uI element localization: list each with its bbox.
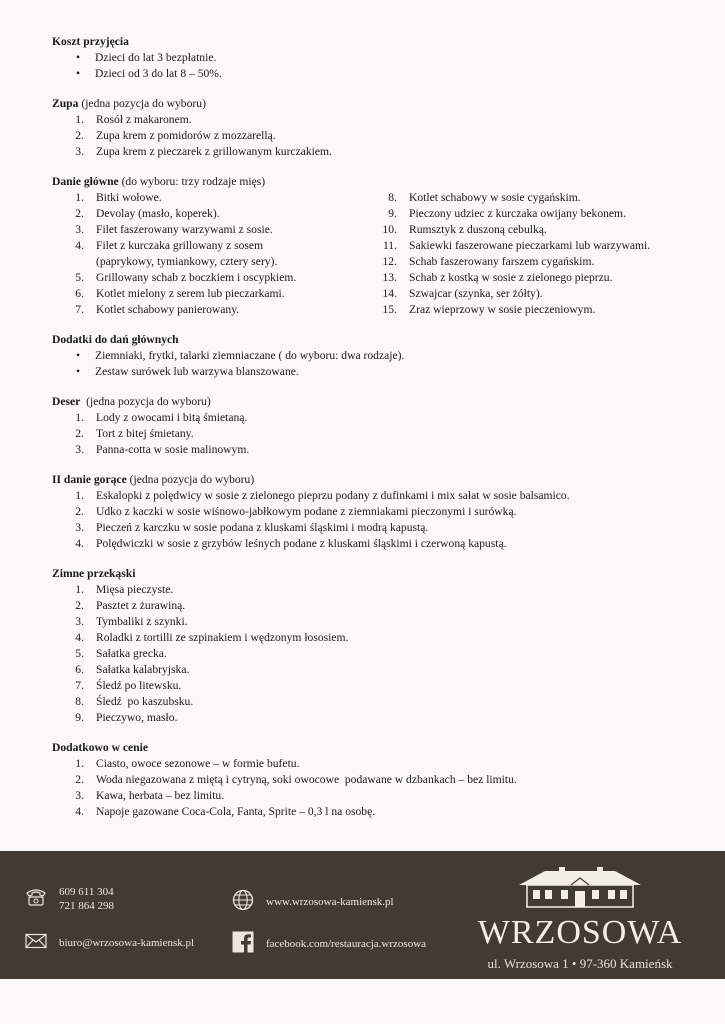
website-link[interactable]: www.wrzosowa-kamiensk.pl	[266, 896, 394, 908]
menu-document	[52, 34, 692, 834]
list-item: 8. Kotlet schabowy w sosie cygańskim.	[388, 191, 581, 204]
numbered-list	[52, 488, 692, 552]
list-item: 4. Polędwiczki w sosie z grzybów leśnych podane z kluskami śląskimi i czerwoną kapustą.	[75, 537, 507, 550]
mail-icon	[25, 933, 47, 953]
list-item: • Dzieci do lat 3 bezpłatnie.	[52, 50, 692, 66]
list-item: 2. Woda niegazowana z miętą i cytryną, soki owocowe podawane w dzbankach – bez limitu.	[75, 773, 517, 786]
brand-name: WRZOSOWA	[477, 914, 683, 951]
section-danie-glowne	[52, 174, 692, 318]
brand-block	[474, 867, 686, 972]
list-item: 13. Schab z kostką w sosie z zielonego pieprzu.	[382, 271, 613, 284]
two-column-list	[52, 190, 692, 318]
page-bottom-margin	[0, 979, 725, 1024]
brand-address: ul. Wrzosowa 1 • 97-360 Kamieńsk	[487, 956, 673, 971]
section-title: II danie gorące	[52, 473, 127, 486]
phone-icon	[25, 888, 47, 910]
list-item: • Ziemniaki, frytki, talarki ziemniaczane ( do wyboru: dwa rodzaje).	[52, 348, 692, 364]
section-zimne	[52, 566, 692, 726]
phone-number-2[interactable]: 721 864 298	[59, 900, 114, 912]
facebook-link[interactable]: facebook.com/restauracja.wrzosowa	[266, 938, 427, 950]
house-logo-icon	[515, 896, 645, 913]
list-item: (paprykowy, tymiankowy, cztery sery).	[96, 255, 278, 268]
list-item: 9. Pieczywo, masło.	[75, 711, 178, 724]
section-title: Dodatki do dań głównych	[52, 333, 179, 346]
list-item: 8. Śledź po kaszubsku.	[75, 695, 194, 708]
list-item: 11. Sakiewki faszerowane pieczarkami lub warzywami.	[382, 239, 651, 252]
list-item: 2. Pasztet z żurawiną.	[75, 599, 186, 612]
list-item: 1. Ciasto, owoce sezonowe – w formie bufetu.	[75, 757, 300, 770]
list-item: 12. Schab faszerowany farszem cygańskim.	[382, 255, 595, 268]
list-item: 3. Pieczeń z karczku w sosie podana z kluskami śląskimi i modrą kapustą.	[75, 521, 429, 534]
list-item: 1. Eskalopki z polędwicy w sosie z zielonego pieprzu podany z dufinkami i mix sałat w sosie balsamico.	[75, 489, 570, 502]
list-item: 2. Zupa krem z pomidorów z mozzarellą.	[75, 129, 276, 142]
list-item: 14. Szwajcar (szynka, ser żółty).	[382, 287, 543, 300]
section-dodatkowo	[52, 740, 692, 820]
list-item: 3. Panna-cotta w sosie malinowym.	[75, 443, 250, 456]
footer-bar	[0, 851, 725, 979]
section-note: (jedna pozycja do wyboru)	[78, 97, 206, 110]
numbered-list	[52, 410, 692, 458]
list-item: 6. Kotlet mielony z serem lub pieczarkami.	[75, 287, 285, 300]
footer-phone[interactable]	[25, 885, 114, 913]
section-deser	[52, 394, 692, 458]
section-title: Zupa	[52, 97, 79, 110]
list-item: 4. Filet z kurczaka grillowany z sosem	[75, 239, 264, 252]
list-item: 2. Udko z kaczki w sosie wiśnowo-jabłkowym podane z ziemniakami pieczonymi i surówką.	[75, 505, 517, 518]
list-item: 4. Napoje gazowane Coca-Cola, Fanta, Sprite – 0,3 l na osobę.	[75, 805, 376, 818]
bullet-list	[52, 50, 692, 82]
list-item: 2. Devolay (masło, koperek).	[75, 207, 220, 220]
section-note: (jedna pozycja do wyboru)	[80, 395, 211, 408]
list-item: 3. Tymbaliki z szynki.	[75, 615, 188, 628]
list-item: 1. Mięsa pieczyste.	[75, 583, 174, 596]
numbered-list	[52, 112, 692, 160]
numbered-list	[52, 582, 692, 726]
section-zupa	[52, 96, 692, 160]
section-dodatki	[52, 332, 692, 380]
list-item: 7. Śledź po litewsku.	[75, 679, 182, 692]
section-title: Koszt przyjęcia	[52, 35, 129, 48]
section-title: Zimne przekąski	[52, 567, 136, 580]
section-koszt	[52, 34, 692, 82]
list-item: 7. Kotlet schabowy panierowany.	[75, 303, 240, 316]
list-item: 1. Rosół z makaronem.	[75, 113, 192, 126]
numbered-list	[52, 756, 692, 820]
list-item: 9. Pieczony udziec z kurczaka owijany bekonem.	[388, 207, 626, 220]
list-item: 3. Kawa, herbata – bez limitu.	[75, 789, 225, 802]
email-link[interactable]: biuro@wrzosowa-kamiensk.pl	[59, 937, 195, 949]
list-item: 15. Zraz wieprzowy w sosie pieczeniowym.	[382, 303, 596, 316]
footer-email[interactable]	[25, 933, 194, 953]
list-item: • Dzieci od 3 do lat 8 – 50%.	[52, 66, 692, 82]
footer-website[interactable]	[232, 889, 394, 915]
section-title: Danie główne	[52, 175, 119, 188]
left-column	[52, 190, 375, 318]
list-item: 5. Grillowany schab z boczkiem i oscypkiem.	[75, 271, 297, 284]
section-note: (jedna pozycja do wyboru)	[126, 473, 255, 486]
phone-number-1[interactable]: 609 611 304	[59, 886, 114, 898]
section-note: (do wyboru: trzy rodzaje mięs)	[118, 175, 266, 188]
list-item: 3. Zupa krem z pieczarek z grillowanym kurczakiem.	[75, 145, 332, 158]
list-item: 10. Rumsztyk z duszoną cebulką.	[382, 223, 547, 236]
list-item: 2. Tort z bitej śmietany.	[75, 427, 194, 440]
footer-facebook[interactable]	[232, 931, 426, 957]
right-column	[375, 190, 692, 318]
section-drugie-danie	[52, 472, 692, 552]
section-title: Deser	[52, 395, 81, 408]
list-item: 3. Filet faszerowany warzywami z sosie.	[75, 223, 273, 236]
bullet-list	[52, 348, 692, 380]
list-item: • Zestaw surówek lub warzywa blanszowane.	[52, 364, 692, 380]
list-item: 4. Roladki z tortilli ze szpinakiem i wędzonym łososiem.	[75, 631, 349, 644]
list-item: 6. Sałatka kalabryjska.	[75, 663, 190, 676]
section-title: Dodatkowo w cenie	[52, 741, 148, 754]
facebook-icon	[232, 931, 254, 957]
globe-icon	[232, 889, 254, 915]
list-item: 1. Bitki wołowe.	[75, 191, 162, 204]
list-item: 5. Sałatka grecka.	[75, 647, 167, 660]
list-item: 1. Lody z owocami i bitą śmietaną.	[75, 411, 248, 424]
